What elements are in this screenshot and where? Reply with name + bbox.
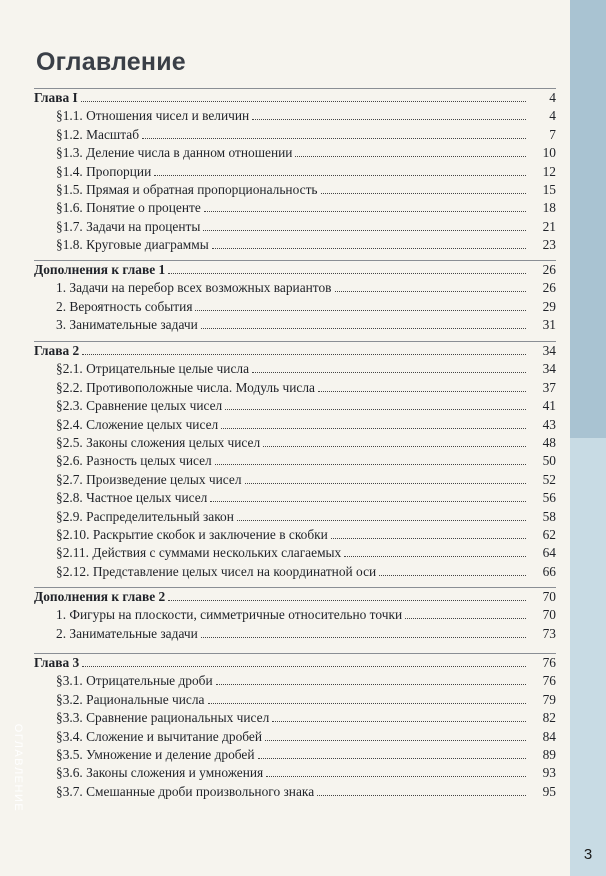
toc-entry-title: 1. Фигуры на плоскости, симметричные относительно точки (56, 607, 403, 623)
toc-entry-title: 1. Задачи на перебор всех возможных вариантов (56, 280, 332, 296)
toc-entry-page: 89 (542, 746, 556, 762)
toc-entry-title: 2. Занимательные задачи (56, 625, 198, 641)
dot-leader (204, 211, 526, 212)
toc-chapter-heading[interactable] (34, 654, 556, 672)
dot-leader (168, 273, 526, 274)
toc-entry-label-wrap (56, 508, 526, 526)
side-tab-label: ОГЛАВЛЕНИЕ (12, 723, 24, 813)
toc-entry-page: 70 (542, 607, 556, 623)
dot-leader (216, 684, 526, 685)
toc-entry-page: 4 (549, 108, 556, 124)
page-title: Оглавление (36, 48, 186, 76)
toc-entry-label-wrap (56, 126, 526, 144)
toc-entry-page: 84 (542, 728, 556, 744)
toc-entry-page: 29 (542, 298, 556, 314)
dot-leader (405, 618, 526, 619)
toc-entry-page: 26 (542, 262, 556, 277)
toc-section (34, 654, 556, 801)
toc-entry-page: 15 (542, 181, 556, 197)
dot-leader (82, 354, 526, 355)
toc-entry-title: Глава 2 (34, 343, 80, 358)
toc-entry-page: 95 (542, 783, 556, 799)
toc-entry-label-wrap (56, 181, 526, 199)
toc-entry-label-wrap (56, 163, 526, 181)
toc-entry-page: 52 (542, 471, 556, 487)
toc-section (34, 89, 556, 255)
dot-leader (318, 391, 526, 392)
toc-entry-page: 93 (542, 765, 556, 781)
toc-entry[interactable] (34, 163, 556, 181)
dot-leader (295, 156, 526, 157)
toc-entry-label-wrap (56, 218, 526, 236)
toc-entry-title: §1.4. Пропорции (56, 163, 152, 179)
toc-entry-title: §2.11. Действия с суммами нескольких слагаемых (56, 545, 342, 561)
dot-leader (82, 666, 526, 667)
toc-entry-page: 48 (542, 434, 556, 450)
toc-entry-label-wrap (56, 709, 526, 727)
toc-entry-page: 56 (542, 490, 556, 506)
toc-entry-page: 37 (542, 379, 556, 395)
toc-entry-title: §1.1. Отношения чисел и величин (56, 108, 250, 124)
toc-entry-title: §1.6. Понятие о проценте (56, 200, 201, 216)
toc-entry-title: §3.2. Рациональные числа (56, 691, 205, 707)
toc-entry-label-wrap (56, 379, 526, 397)
toc-entry-page: 26 (542, 280, 556, 296)
toc-entry[interactable] (34, 107, 556, 125)
toc-entry-label-wrap (34, 588, 526, 606)
toc-entry[interactable] (34, 298, 556, 316)
toc-entry-label-wrap (56, 764, 526, 782)
toc-entry-title: §2.5. Законы сложения целых чисел (56, 434, 261, 450)
toc-entry-title: §2.2. Противоположные числа. Модуль числа (56, 379, 315, 395)
toc-entry-title: §2.1. Отрицательные целые числа (56, 361, 250, 377)
toc-entry-label-wrap (56, 199, 526, 217)
toc-entry-title: §2.7. Произведение целых чисел (56, 471, 242, 487)
toc-entry-title: §1.7. Задачи на проценты (56, 218, 201, 234)
toc-entry-label-wrap (56, 783, 526, 801)
toc-entry[interactable] (34, 606, 556, 624)
dot-leader (201, 637, 526, 638)
toc-entry-label-wrap (34, 89, 526, 107)
toc-entry-page: 76 (542, 655, 556, 670)
toc-entry[interactable] (34, 434, 556, 452)
toc-entry-label-wrap (34, 261, 526, 279)
toc-entry-title: §3.1. Отрицательные дроби (56, 673, 213, 689)
dot-leader (379, 575, 526, 576)
dot-leader (263, 446, 526, 447)
toc-entry[interactable] (34, 379, 556, 397)
toc-entry-label-wrap (56, 489, 526, 507)
toc-entry[interactable] (34, 452, 556, 470)
toc-entry-title: §3.3. Сравнение рациональных чисел (56, 710, 270, 726)
toc-entry-page: 82 (542, 710, 556, 726)
toc-entry-label-wrap (56, 107, 526, 125)
dot-leader (210, 501, 526, 502)
toc-entry[interactable] (34, 526, 556, 544)
toc-entry-page: 34 (542, 361, 556, 377)
toc-entry-label-wrap (56, 360, 526, 378)
toc-entry[interactable] (34, 672, 556, 690)
toc-entry-title: §2.12. Представление целых чисел на координатной оси (56, 563, 377, 579)
toc-entry-page: 18 (542, 200, 556, 216)
dot-leader (331, 538, 526, 539)
toc-entry[interactable] (34, 563, 556, 581)
toc-entry-page: 23 (542, 237, 556, 253)
page-number: 3 (583, 846, 593, 863)
toc-entry-title: §1.8. Круговые диаграммы (56, 237, 209, 253)
toc-entry-label-wrap (56, 471, 526, 489)
toc-entry-title: Дополнения к главе 2 (34, 589, 166, 604)
dot-leader (168, 600, 526, 601)
toc-entry-page: 64 (542, 545, 556, 561)
toc-entry[interactable] (34, 508, 556, 526)
dot-leader (154, 175, 526, 176)
side-tab-upper (570, 0, 606, 438)
toc-entry-label-wrap (56, 672, 526, 690)
toc-entry[interactable] (34, 709, 556, 727)
toc-entry-title: §3.7. Смешанные дроби произвольного знака (56, 783, 315, 799)
toc-entry-title: §2.10. Раскрытие скобок и заключение в скобки (56, 526, 328, 542)
dot-leader (221, 428, 526, 429)
toc-entry-page: 12 (542, 163, 556, 179)
toc-entry[interactable] (34, 471, 556, 489)
dot-leader (225, 409, 526, 410)
toc-entry-page: 43 (542, 416, 556, 432)
toc-entry-title: §3.4. Сложение и вычитание дробей (56, 728, 263, 744)
toc-entry[interactable] (34, 783, 556, 801)
toc-entry-title: 3. Занимательные задачи (56, 317, 198, 333)
toc-entry-title: §2.6. Разность целых чисел (56, 453, 212, 469)
dot-leader (344, 556, 526, 557)
dot-leader (203, 230, 526, 231)
toc-entry[interactable] (34, 360, 556, 378)
dot-leader (245, 483, 526, 484)
toc-entry-page: 4 (549, 90, 556, 105)
toc-section (34, 261, 556, 335)
toc-entry[interactable] (34, 236, 556, 254)
toc-entry-label-wrap (56, 316, 526, 334)
dot-leader (252, 372, 526, 373)
toc-entry-title: §1.5. Прямая и обратная пропорциональность (56, 181, 318, 197)
toc-entry-title: §1.3. Деление числа в данном отношении (56, 145, 293, 161)
toc-entry-page: 79 (542, 691, 556, 707)
toc-entry-label-wrap (56, 279, 526, 297)
dot-leader (272, 721, 526, 722)
dot-leader (215, 464, 526, 465)
toc-entry[interactable] (34, 764, 556, 782)
toc-entry-title: §2.8. Частное целых чисел (56, 490, 208, 506)
dot-leader (81, 101, 526, 102)
toc-entry-label-wrap (56, 728, 526, 746)
toc-entry-title: Дополнения к главе 1 (34, 262, 166, 277)
toc-entry-title: §1.2. Масштаб (56, 126, 140, 142)
toc-entry-label-wrap (56, 691, 526, 709)
toc-entry-page: 21 (542, 218, 556, 234)
toc-entry[interactable] (34, 544, 556, 562)
toc-entry-label-wrap (56, 606, 526, 624)
toc-chapter-heading[interactable] (34, 89, 556, 107)
toc-entry-label-wrap (34, 654, 526, 672)
toc-chapter-heading[interactable] (34, 261, 556, 279)
toc-entry-label-wrap (56, 526, 526, 544)
toc-entry[interactable] (34, 746, 556, 764)
toc-entry-page: 58 (542, 508, 556, 524)
toc-entry[interactable] (34, 316, 556, 334)
toc-entry-label-wrap (56, 236, 526, 254)
toc-entry[interactable] (34, 144, 556, 162)
toc-entry-page: 66 (542, 563, 556, 579)
toc-entry-page: 62 (542, 526, 556, 542)
toc-entry[interactable] (34, 728, 556, 746)
toc-entry-label-wrap (34, 342, 526, 360)
toc-entry[interactable] (34, 416, 556, 434)
toc-section (34, 588, 556, 643)
toc-entry[interactable] (34, 691, 556, 709)
dot-leader (252, 119, 526, 120)
dot-leader (195, 310, 526, 311)
toc-section (34, 342, 556, 581)
toc-entry-page: 73 (542, 625, 556, 641)
dot-leader (201, 328, 526, 329)
toc-entry-page: 34 (542, 343, 556, 358)
toc-entry[interactable] (34, 126, 556, 144)
toc-entry-label-wrap (56, 625, 526, 643)
dot-leader (142, 138, 526, 139)
toc-entry[interactable] (34, 489, 556, 507)
toc-chapter-heading[interactable] (34, 342, 556, 360)
dot-leader (258, 758, 526, 759)
toc-entry-title: Глава I (34, 90, 78, 105)
dot-leader (321, 193, 526, 194)
toc-entry-label-wrap (56, 544, 526, 562)
toc-entry-page: 10 (542, 145, 556, 161)
toc-entry-title: §2.9. Распределительный закон (56, 508, 234, 524)
toc-entry-title: 2. Вероятность события (56, 298, 193, 314)
toc-entry-label-wrap (56, 434, 526, 452)
toc-entry-page: 31 (542, 317, 556, 333)
toc-entry-label-wrap (56, 452, 526, 470)
toc-entry-page: 70 (542, 589, 556, 604)
toc-entry-title: §2.3. Сравнение целых чисел (56, 398, 223, 414)
dot-leader (317, 795, 526, 796)
toc-entry-title: §3.5. Умножение и деление дробей (56, 746, 255, 762)
toc-entry-label-wrap (56, 298, 526, 316)
toc-entry-label-wrap (56, 416, 526, 434)
toc-entry-page: 7 (549, 126, 556, 142)
toc-entry-title: Глава 3 (34, 655, 80, 670)
toc-entry[interactable] (34, 199, 556, 217)
dot-leader (335, 291, 526, 292)
toc-entry-label-wrap (56, 746, 526, 764)
toc-entry-title: §2.4. Сложение целых чисел (56, 416, 219, 432)
dot-leader (212, 248, 526, 249)
dot-leader (237, 520, 526, 521)
dot-leader (265, 740, 526, 741)
toc-entry-page: 76 (542, 673, 556, 689)
toc-chapter-heading[interactable] (34, 588, 556, 606)
toc-entry-label-wrap (56, 144, 526, 162)
side-tab-lower (570, 438, 606, 876)
toc-entry-label-wrap (56, 397, 526, 415)
toc-entry-page: 50 (542, 453, 556, 469)
dot-leader (266, 776, 526, 777)
toc-entry-page: 41 (542, 398, 556, 414)
toc-entry[interactable] (34, 397, 556, 415)
toc-entry[interactable] (34, 625, 556, 643)
side-tab (570, 0, 606, 876)
toc-entry-title: §3.6. Законы сложения и умножения (56, 765, 264, 781)
toc-entry-label-wrap (56, 563, 526, 581)
toc-entry[interactable] (34, 218, 556, 236)
toc-entry[interactable] (34, 279, 556, 297)
dot-leader (208, 703, 527, 704)
toc-entry[interactable] (34, 181, 556, 199)
